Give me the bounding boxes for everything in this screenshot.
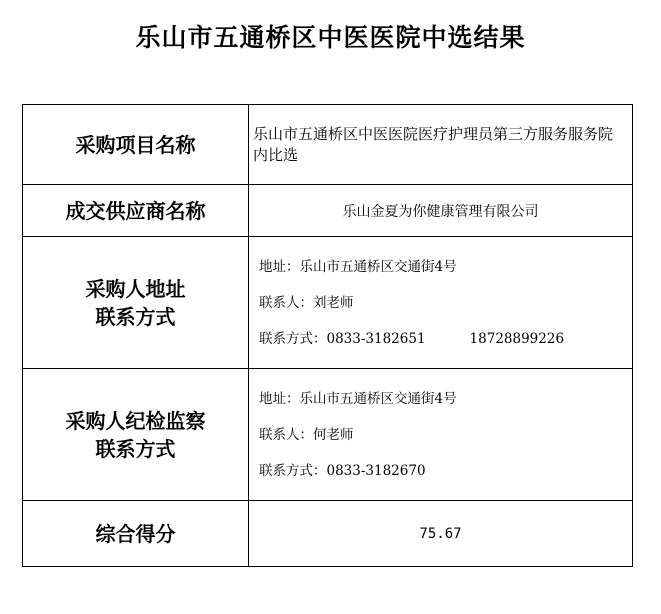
supervision-label: 采购人纪检监察 [65,408,206,433]
supervision-contact-cell [249,369,633,501]
supervision-address: 地址：乐山市五通桥区交通街4号 [259,390,457,407]
table-row-supervision-contact [23,369,633,501]
purchaser-contact-cell [249,237,633,369]
purchaser-contact-block [249,243,632,363]
supervision-contact-label [23,369,249,501]
table-row-score [23,501,633,567]
document-title: 乐山市五通桥区中医医院中选结果 [135,23,526,52]
purchaser-mobile: 18728899226 [469,330,565,347]
project-name-value: 乐山市五通桥区中医医院医疗护理员第三方服务服务院内比选 [253,124,614,164]
purchaser-contact-person: 联系人：刘老师 [259,294,354,311]
purchaser-phone: 联系方式：0833-3182651 [259,330,426,347]
result-table [22,104,633,567]
purchaser-phone-line [259,321,632,357]
supervision-contact-method-label: 联系方式 [95,436,176,461]
supervision-phone: 联系方式：0833-3182670 [259,462,426,479]
project-name-cell [249,105,633,185]
table-row-supplier [23,185,633,237]
supplier-name-label: 成交供应商名称 [23,185,249,237]
purchaser-address: 地址：乐山市五通桥区交通街4号 [259,258,457,275]
purchaser-contact-label [23,237,249,369]
score-label: 综合得分 [23,501,249,567]
supervision-contact-person: 联系人：何老师 [259,426,354,443]
project-name-label: 采购项目名称 [23,105,249,185]
supervision-contact-block [249,375,632,495]
supplier-name-value: 乐山金夏为你健康管理有限公司 [249,185,633,237]
score-value: 75.67 [249,501,633,567]
purchaser-address-label: 采购人地址 [85,276,186,301]
table-row-purchaser-contact [23,237,633,369]
purchaser-contact-method-label: 联系方式 [95,304,176,329]
table-row-project [23,105,633,185]
